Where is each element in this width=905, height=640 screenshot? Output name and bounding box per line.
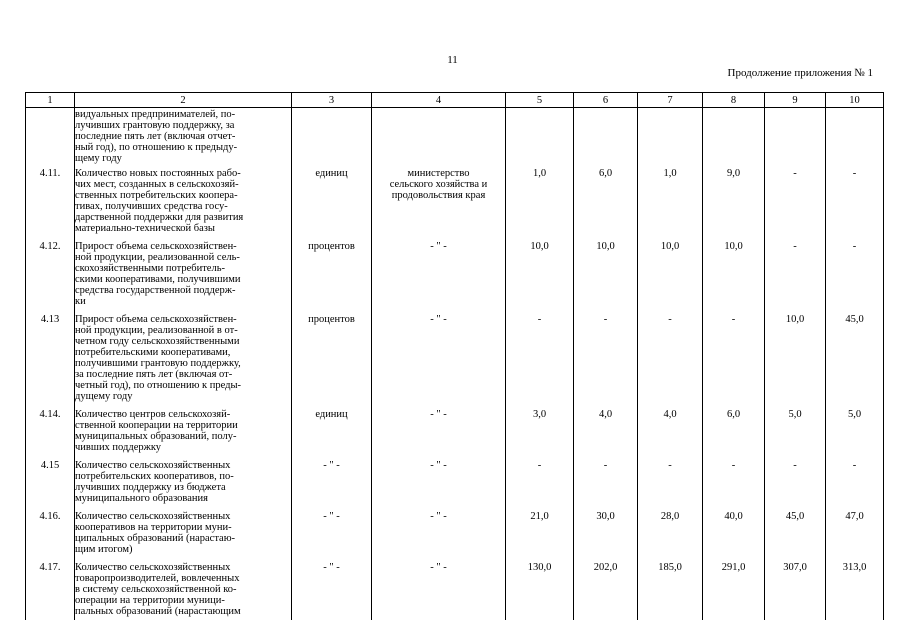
- unit-cell: единиц: [292, 405, 372, 456]
- column-header-2: 2: [75, 93, 292, 108]
- value-cell-6: 6,0: [574, 164, 638, 237]
- indicator-name-cell: [75, 405, 292, 456]
- page-number: 11: [447, 54, 458, 66]
- value-cell-10: 47,0: [826, 507, 884, 558]
- column-header-7: 7: [638, 93, 703, 108]
- value-cell-10: 5,0: [826, 405, 884, 456]
- value-cell-7: -: [638, 310, 703, 405]
- column-header-4: 4: [372, 93, 506, 108]
- column-header-5: 5: [506, 93, 574, 108]
- value-cell-8: 9,0: [703, 164, 765, 237]
- indicator-name-line: материально-технической базы: [75, 223, 215, 234]
- indicator-name-cell: [75, 310, 292, 405]
- table-row: [26, 310, 884, 405]
- responsible-cell: [372, 456, 506, 507]
- responsible-cell: [372, 310, 506, 405]
- value-cell-10: -: [826, 456, 884, 507]
- indicator-name-cell: [75, 108, 292, 165]
- responsible-line: - " -: [430, 314, 447, 325]
- column-header-3: 3: [292, 93, 372, 108]
- row-number-cell: 4.11.: [26, 164, 75, 237]
- row-number-cell: 4.16.: [26, 507, 75, 558]
- value-cell-6: 10,0: [574, 237, 638, 310]
- indicator-name-line: лучивших грантовую поддержку, за: [75, 120, 235, 131]
- unit-cell: процентов: [292, 237, 372, 310]
- value-cell-8: 40,0: [703, 507, 765, 558]
- indicator-name-cell: [75, 456, 292, 507]
- indicator-name-line: Прирост объема сельскохозяйствен-: [75, 314, 237, 325]
- value-cell-10: 313,0: [826, 558, 884, 620]
- indicator-name-line: скими кооперативами, получившими: [75, 274, 241, 285]
- responsible-cell: [372, 164, 506, 237]
- unit-cell: - " -: [292, 507, 372, 558]
- column-header-10: 10: [826, 93, 884, 108]
- indicator-name-line: Прирост объема сельскохозяйствен-: [75, 241, 237, 252]
- column-header-8: 8: [703, 93, 765, 108]
- indicator-name-line: Количество новых постоянных рабо-: [75, 168, 241, 179]
- value-cell-8: -: [703, 456, 765, 507]
- value-cell-6: -: [574, 456, 638, 507]
- value-cell: [826, 108, 884, 165]
- value-cell-7: 1,0: [638, 164, 703, 237]
- value-cell: [506, 108, 574, 165]
- indicator-name-line: операции на территории муници-: [75, 595, 225, 606]
- responsible-cell: [372, 405, 506, 456]
- appendix-continuation-note: Продолжение приложения № 1: [727, 67, 873, 79]
- value-cell-7: 185,0: [638, 558, 703, 620]
- indicator-name-line: ципальных образований (нарастаю-: [75, 533, 236, 544]
- value-cell: [703, 108, 765, 165]
- table-row: [26, 405, 884, 456]
- value-cell-8: 6,0: [703, 405, 765, 456]
- indicator-name-line: Количество сельскохозяйственных: [75, 460, 231, 471]
- responsible-line: - " -: [430, 562, 447, 573]
- indicator-name-line: щим итогом): [75, 544, 133, 555]
- value-cell-6: 202,0: [574, 558, 638, 620]
- row-number-cell: 4.12.: [26, 237, 75, 310]
- responsible-cell: [372, 237, 506, 310]
- indicator-name-line: чих мест, созданных в сельскохозяй-: [75, 179, 239, 190]
- indicator-name-line: муниципальных образований, полу-: [75, 431, 237, 442]
- value-cell-7: 28,0: [638, 507, 703, 558]
- responsible-line: - " -: [430, 511, 447, 522]
- value-cell-8: 10,0: [703, 237, 765, 310]
- indicator-name-line: дущему году: [75, 391, 133, 402]
- indicator-name-cell: [75, 507, 292, 558]
- responsible-cell: [372, 108, 506, 165]
- table-row: [26, 237, 884, 310]
- responsible-line: продовольствия края: [391, 190, 486, 201]
- indicator-name-line: четном году сельскохозяйственными: [75, 336, 240, 347]
- indicator-name-line: ной продукции, реализованной сель-: [75, 252, 240, 263]
- unit-cell: единиц: [292, 164, 372, 237]
- responsible-line: - " -: [430, 409, 447, 420]
- value-cell-10: -: [826, 237, 884, 310]
- value-cell: [765, 108, 826, 165]
- value-cell-9: -: [765, 456, 826, 507]
- indicator-name-cell: [75, 237, 292, 310]
- responsible-line: министерство: [407, 168, 470, 179]
- column-number-header-row: [26, 93, 884, 108]
- indicator-name-line: товаропроизводителей, вовлеченных: [75, 573, 240, 584]
- indicator-name-line: скохозяйственными потребитель-: [75, 263, 225, 274]
- responsible-line: - " -: [430, 241, 447, 252]
- value-cell-8: -: [703, 310, 765, 405]
- table-row: [26, 164, 884, 237]
- indicator-name-line: ственных потребительских коопера-: [75, 190, 238, 201]
- row-number-cell: 4.17.: [26, 558, 75, 620]
- indicator-name-line: ственной кооперации на территории: [75, 420, 238, 431]
- indicator-name-line: чивших поддержку: [75, 442, 162, 453]
- value-cell-5: -: [506, 456, 574, 507]
- value-cell-5: 21,0: [506, 507, 574, 558]
- responsible-line: - " -: [430, 460, 447, 471]
- row-number-cell: [26, 108, 75, 165]
- unit-cell: - " -: [292, 558, 372, 620]
- value-cell-9: 10,0: [765, 310, 826, 405]
- indicator-name-line: Количество сельскохозяйственных: [75, 562, 231, 573]
- indicator-name-line: дарственной поддержки для развития: [75, 212, 244, 223]
- indicator-name-line: за последние пять лет (включая от-: [75, 369, 233, 380]
- value-cell-5: 130,0: [506, 558, 574, 620]
- value-cell: [638, 108, 703, 165]
- value-cell-7: -: [638, 456, 703, 507]
- indicator-name-line: Количество центров сельскохозяй-: [75, 409, 231, 420]
- value-cell-9: 45,0: [765, 507, 826, 558]
- value-cell-7: 10,0: [638, 237, 703, 310]
- responsible-line: сельского хозяйства и: [389, 179, 488, 190]
- indicator-name-line: потребительскими кооперативами,: [75, 347, 231, 358]
- value-cell-8: 291,0: [703, 558, 765, 620]
- value-cell-6: 4,0: [574, 405, 638, 456]
- value-cell-5: 3,0: [506, 405, 574, 456]
- indicator-name-line: четный год), по отношению к преды-: [75, 380, 242, 391]
- indicators-table: [25, 92, 884, 620]
- value-cell-5: 1,0: [506, 164, 574, 237]
- value-cell-5: -: [506, 310, 574, 405]
- value-cell-9: -: [765, 237, 826, 310]
- row-number-cell: 4.13: [26, 310, 75, 405]
- value-cell-9: 5,0: [765, 405, 826, 456]
- responsible-cell: [372, 558, 506, 620]
- value-cell-10: 45,0: [826, 310, 884, 405]
- indicator-name-line: лучивших поддержку из бюджета: [75, 482, 226, 493]
- indicator-name-line: ной продукции, реализованной в от-: [75, 325, 238, 336]
- indicator-name-line: Количество сельскохозяйственных: [75, 511, 231, 522]
- unit-cell: процентов: [292, 310, 372, 405]
- indicator-name-line: пальных образований (нарастающим: [75, 606, 241, 617]
- value-cell-6: -: [574, 310, 638, 405]
- continuation-row: [26, 108, 884, 165]
- indicator-name-line: муниципального образования: [75, 493, 208, 504]
- indicator-name-line: последние пять лет (включая отчет-: [75, 131, 236, 142]
- value-cell: [574, 108, 638, 165]
- indicator-name-line: ки: [75, 296, 86, 307]
- table-row: [26, 558, 884, 620]
- column-header-9: 9: [765, 93, 826, 108]
- indicator-name-line: средства государственной поддерж-: [75, 285, 236, 296]
- row-number-cell: 4.14.: [26, 405, 75, 456]
- table-row: [26, 456, 884, 507]
- responsible-cell: [372, 507, 506, 558]
- table-row: [26, 507, 884, 558]
- unit-cell: - " -: [292, 456, 372, 507]
- indicator-name-line: ный год), по отношению к предыду-: [75, 142, 238, 153]
- row-number-cell: 4.15: [26, 456, 75, 507]
- indicator-name-cell: [75, 558, 292, 620]
- indicator-name-line: получившими грантовую поддержку,: [75, 358, 241, 369]
- indicator-name-line: видуальных предпринимателей, по-: [75, 109, 236, 120]
- column-header-6: 6: [574, 93, 638, 108]
- unit-cell: [292, 108, 372, 165]
- indicator-name-cell: [75, 164, 292, 237]
- value-cell-10: -: [826, 164, 884, 237]
- indicator-name-line: щему году: [75, 153, 122, 164]
- value-cell-7: 4,0: [638, 405, 703, 456]
- indicator-name-line: в систему сельскохозяйственной ко-: [75, 584, 237, 595]
- value-cell-6: 30,0: [574, 507, 638, 558]
- column-header-1: 1: [26, 93, 75, 108]
- value-cell-9: -: [765, 164, 826, 237]
- indicator-name-line: кооперативов на территории муни-: [75, 522, 232, 533]
- indicator-name-line: тивах, получивших средства госу-: [75, 201, 228, 212]
- value-cell-9: 307,0: [765, 558, 826, 620]
- value-cell-5: 10,0: [506, 237, 574, 310]
- indicator-name-line: потребительских кооперативов, по-: [75, 471, 234, 482]
